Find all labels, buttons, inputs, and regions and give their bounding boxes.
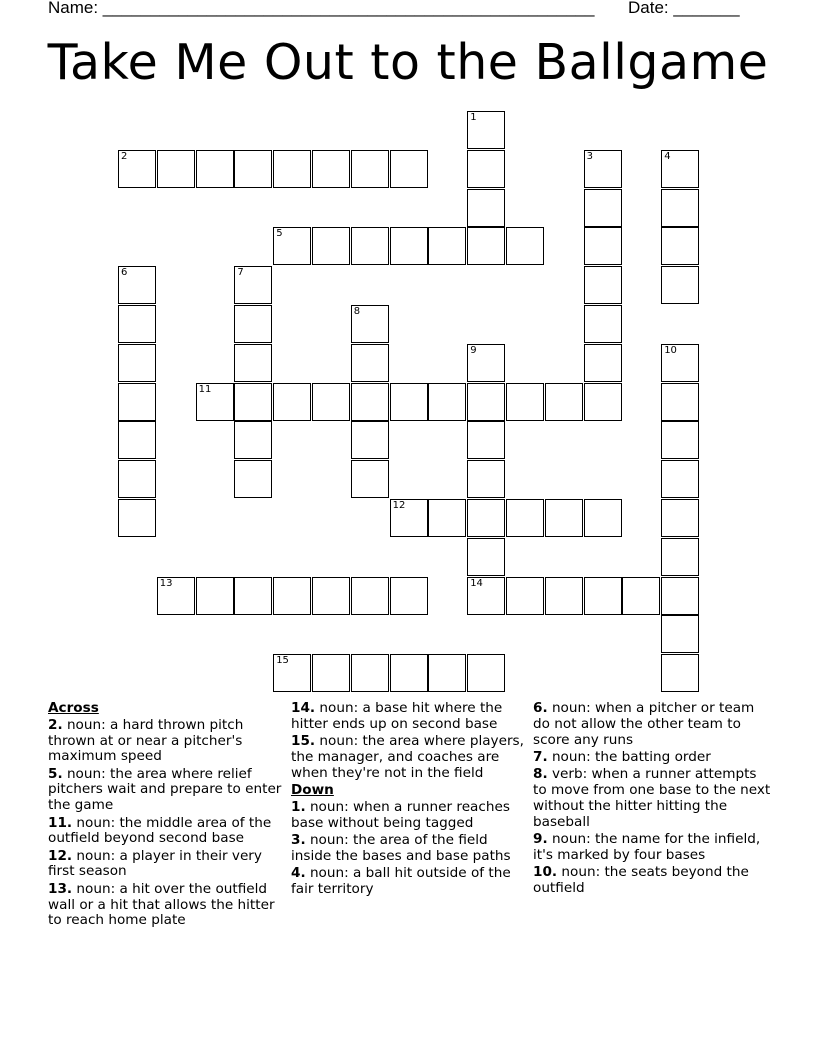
clue-item xyxy=(291,866,526,898)
grid-cell[interactable] xyxy=(584,227,622,265)
grid-cell[interactable] xyxy=(234,344,272,382)
clue-item-number: 11. xyxy=(48,814,73,831)
clue-number: 4 xyxy=(664,150,671,162)
clue-item xyxy=(48,882,283,929)
grid-cell[interactable] xyxy=(584,305,622,343)
clue-number: 6 xyxy=(121,267,128,279)
grid-cell[interactable] xyxy=(390,150,428,188)
grid-cell[interactable] xyxy=(234,305,272,343)
clue-number: 14 xyxy=(470,577,483,589)
grid-cell[interactable] xyxy=(584,499,622,537)
clue-item xyxy=(533,750,771,766)
clue-item-text: noun: the area where players, the manager, and coaches are when they're not in the field xyxy=(291,733,524,781)
clue-item xyxy=(291,734,526,781)
grid-cell[interactable] xyxy=(273,577,311,615)
grid-cell[interactable] xyxy=(661,421,699,459)
grid-cell[interactable] xyxy=(196,577,234,615)
grid-cell[interactable] xyxy=(390,227,428,265)
grid-cell[interactable] xyxy=(584,344,622,382)
grid-cell[interactable] xyxy=(467,227,505,265)
grid-cell[interactable] xyxy=(584,266,622,304)
clue-item xyxy=(533,832,771,864)
grid-cell[interactable] xyxy=(118,460,156,498)
grid-cell[interactable] xyxy=(661,654,699,692)
grid-cell[interactable] xyxy=(661,344,699,382)
grid-cell[interactable] xyxy=(351,227,389,265)
clue-number: 13 xyxy=(159,577,173,589)
grid-cell[interactable] xyxy=(234,421,272,459)
grid-cell[interactable] xyxy=(584,189,622,227)
clue-item xyxy=(48,718,283,765)
clue-item-number: 5. xyxy=(48,765,63,782)
grid-cell[interactable] xyxy=(390,499,428,537)
clue-number: 9 xyxy=(470,344,477,356)
clue-item-number: 15. xyxy=(291,733,316,750)
grid-cell[interactable] xyxy=(467,344,505,382)
clue-number: 12 xyxy=(392,500,406,511)
grid-cell[interactable] xyxy=(351,344,389,382)
clue-item-text: noun: a base hit where the hitter ends up on second base xyxy=(291,700,503,732)
clue-item xyxy=(291,701,526,733)
grid-cell[interactable] xyxy=(312,577,350,615)
page-title: Take Me Out to the Ballgame xyxy=(47,34,769,91)
clue-number: 3 xyxy=(586,150,593,162)
clue-item-number: 13. xyxy=(48,880,73,897)
clue-item-number: 7. xyxy=(533,748,548,765)
grid-cell[interactable] xyxy=(273,383,311,421)
clue-column-1 xyxy=(48,701,283,931)
grid-cell[interactable] xyxy=(467,111,505,149)
grid-cell[interactable] xyxy=(118,150,156,188)
clue-item-text: noun: the batting order xyxy=(547,748,711,765)
header xyxy=(48,0,748,20)
clue-number: 15 xyxy=(276,655,289,667)
clue-item-number: 4. xyxy=(291,864,306,881)
grid-cell[interactable] xyxy=(118,344,156,382)
grid-cell[interactable] xyxy=(234,460,272,498)
clue-item-number: 10. xyxy=(533,863,558,880)
grid-cell[interactable] xyxy=(661,266,699,304)
grid-cell[interactable] xyxy=(196,383,234,421)
clue-item-text: noun: the name for the infield, it's marked by four bases xyxy=(533,830,761,863)
clue-item-text: noun: a ball hit outside of the fair territory xyxy=(291,864,511,897)
grid-cell[interactable] xyxy=(351,654,389,692)
grid-cell[interactable] xyxy=(118,499,156,537)
clue-item-text: noun: a hard thrown pitch thrown at or near a pitcher's maximum speed xyxy=(48,716,244,765)
clue-column-2 xyxy=(291,701,526,899)
clue-item-text: verb: when a runner attempts to move from one base to the next without the hitter hitting the baseball xyxy=(533,766,771,830)
grid-cell[interactable] xyxy=(467,150,505,188)
grid-cell[interactable] xyxy=(351,421,389,459)
grid-cell[interactable] xyxy=(661,460,699,498)
clue-item-number: 12. xyxy=(48,847,73,864)
clue-number: 2 xyxy=(121,150,128,162)
clue-item-number: 8. xyxy=(533,766,548,783)
grid-cell[interactable] xyxy=(351,305,389,343)
clue-item-text: noun: a player in their very first season xyxy=(48,847,262,880)
grid-cell[interactable] xyxy=(661,499,699,537)
grid-cell[interactable] xyxy=(234,577,272,615)
grid-cell[interactable] xyxy=(467,577,505,615)
name-field-label[interactable]: Name: ____________________________________________________ xyxy=(48,0,595,17)
grid-cell[interactable] xyxy=(545,383,583,421)
clue-number: 10 xyxy=(664,344,677,356)
clue-item-number: 2. xyxy=(48,716,63,733)
clue-item xyxy=(533,701,771,748)
clue-item-text: noun: when a runner reaches base without being tagged xyxy=(291,798,510,831)
grid-cell[interactable] xyxy=(118,383,156,421)
grid-cell[interactable] xyxy=(351,577,389,615)
grid-cell[interactable] xyxy=(467,499,505,537)
grid-cell[interactable] xyxy=(428,499,466,537)
clue-item-number: 9. xyxy=(533,830,548,847)
clue-item xyxy=(533,865,771,897)
grid-cell[interactable] xyxy=(428,383,466,421)
grid-cell[interactable] xyxy=(661,615,699,653)
grid-cell[interactable] xyxy=(661,383,699,421)
grid-cell[interactable] xyxy=(467,538,505,576)
grid-cell[interactable] xyxy=(312,150,350,188)
clue-item-number: 1. xyxy=(291,798,306,815)
grid-cell[interactable] xyxy=(390,577,428,615)
clue-number: 1 xyxy=(470,112,477,123)
clue-item-number: 3. xyxy=(291,831,306,848)
clue-item xyxy=(48,849,283,881)
grid-cell[interactable] xyxy=(234,266,272,304)
grid-cell[interactable] xyxy=(351,150,389,188)
grid-cell[interactable] xyxy=(312,227,350,265)
grid-cell[interactable] xyxy=(467,189,505,227)
clue-item-text: noun: the middle area of the outfield beyond second base xyxy=(48,814,272,847)
grid-cell[interactable] xyxy=(506,577,544,615)
clue-item-text: noun: the area of the field inside the bases and base paths xyxy=(291,831,511,864)
grid-cell[interactable] xyxy=(196,150,234,188)
grid-cell[interactable] xyxy=(661,538,699,576)
grid-cell[interactable] xyxy=(234,383,272,421)
grid-cell[interactable] xyxy=(661,150,699,188)
grid-cell[interactable] xyxy=(273,654,311,692)
clue-item-number: 14. xyxy=(291,700,316,716)
grid-cell[interactable] xyxy=(584,383,622,421)
down-heading: Down xyxy=(291,781,334,798)
clue-item xyxy=(291,800,526,832)
grid-cell[interactable] xyxy=(506,383,544,421)
clue-item-number: 6. xyxy=(533,700,548,716)
grid-cell[interactable] xyxy=(467,654,505,692)
clue-number: 8 xyxy=(353,306,361,317)
grid-cell[interactable] xyxy=(467,421,505,459)
grid-cell[interactable] xyxy=(118,266,156,304)
grid-cell[interactable] xyxy=(467,460,505,498)
grid-cell[interactable] xyxy=(506,499,544,537)
clue-item xyxy=(533,767,771,830)
grid-cell[interactable] xyxy=(118,421,156,459)
clue-number: 7 xyxy=(237,267,244,279)
grid-cell[interactable] xyxy=(661,227,699,265)
grid-cell[interactable] xyxy=(545,577,583,615)
grid-cell[interactable] xyxy=(157,577,195,615)
grid-cell[interactable] xyxy=(234,150,272,188)
grid-cell[interactable] xyxy=(273,227,311,265)
grid-cell[interactable] xyxy=(118,305,156,343)
grid-cell[interactable] xyxy=(584,577,622,615)
grid-cell[interactable] xyxy=(661,577,699,615)
grid-cell[interactable] xyxy=(312,654,350,692)
grid-cell[interactable] xyxy=(273,150,311,188)
grid-cell[interactable] xyxy=(545,499,583,537)
grid-cell[interactable] xyxy=(390,654,428,692)
grid-cell[interactable] xyxy=(351,460,389,498)
clue-item-text: noun: the seats beyond the outfield xyxy=(533,863,749,896)
grid-cell[interactable] xyxy=(312,383,350,421)
clue-number: 11 xyxy=(198,383,212,395)
grid-cell[interactable] xyxy=(622,577,660,615)
grid-cell[interactable] xyxy=(506,227,544,265)
clue-item xyxy=(291,833,526,865)
clue-item-text: noun: the area where relief pitchers wait and prepare to enter the game xyxy=(48,765,282,814)
grid-cell[interactable] xyxy=(661,189,699,227)
clue-item-text: noun: when a pitcher or team do not allow the other team to score any runs xyxy=(533,700,755,748)
across-heading: Across xyxy=(48,700,99,716)
grid-cell[interactable] xyxy=(428,227,466,265)
clue-item xyxy=(48,816,283,848)
grid-cell[interactable] xyxy=(428,654,466,692)
clue-number: 5 xyxy=(276,228,283,240)
clue-column-3 xyxy=(533,701,771,898)
grid-cell[interactable] xyxy=(467,383,505,421)
grid-cell[interactable] xyxy=(390,383,428,421)
grid-cell[interactable] xyxy=(157,150,195,188)
grid-cell[interactable] xyxy=(584,150,622,188)
date-field-label[interactable]: Date: _______ xyxy=(628,0,740,17)
clue-item-text: noun: a hit over the outfield wall or a hit that allows the hitter to reach home plate xyxy=(48,880,275,929)
clue-item xyxy=(48,767,283,814)
grid-cell[interactable] xyxy=(351,383,389,421)
